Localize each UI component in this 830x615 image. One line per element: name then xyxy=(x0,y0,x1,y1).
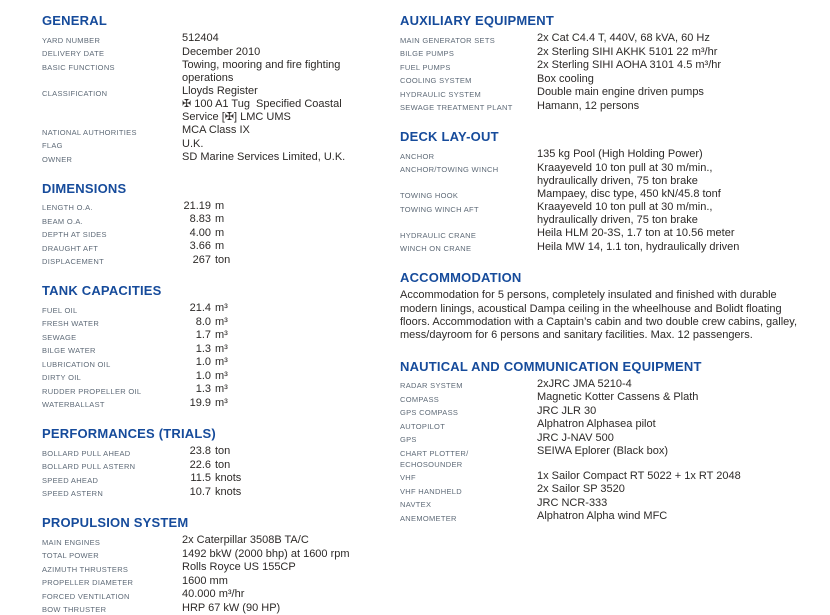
spec-value: 40.000 m³/hr xyxy=(182,588,245,601)
section-propulsion-system xyxy=(42,515,400,615)
spec-value: Mampaey, disc type, 450 kN/45.8 tonf xyxy=(537,187,721,200)
spec-value xyxy=(182,254,400,267)
spec-label: ANCHOR xyxy=(400,151,435,161)
spec-value-line: Service [✠] LMC UMS xyxy=(182,111,291,124)
section-heading: NAUTICAL AND COMMUNICATION EQUIPMENT xyxy=(400,358,702,374)
spec-label: WATERBALLAST xyxy=(42,400,105,410)
spec-label: YARD NUMBER xyxy=(42,35,101,45)
spec-label: LENGTH O.A. xyxy=(42,203,93,213)
spec-label: MAIN ENGINES xyxy=(42,537,101,547)
spec-row xyxy=(400,510,830,524)
spec-row xyxy=(42,370,400,384)
left-column xyxy=(42,13,400,615)
section-heading: PERFORMANCES (TRIALS) xyxy=(42,426,216,442)
spec-row xyxy=(42,254,400,268)
spec-value-line: Lloyds Register xyxy=(182,85,258,98)
spec-value: JRC JLR 30 xyxy=(537,404,597,417)
spec-value-unit: m xyxy=(215,240,225,253)
spec-value-number: 8.0 xyxy=(195,315,211,328)
spec-value xyxy=(182,302,400,315)
spec-value xyxy=(182,370,400,383)
spec-row xyxy=(42,397,400,411)
right-column xyxy=(400,13,830,610)
spec-row xyxy=(42,59,400,85)
spec-value xyxy=(182,356,400,369)
spec-value: Heila HLM 20-3S, 1.7 ton at 10.56 meter xyxy=(537,227,735,240)
spec-value: Heila MW 14, 1.1 ton, hydraulically driven xyxy=(537,240,740,253)
spec-value xyxy=(182,85,400,124)
spec-label: PROPELLER DIAMETER xyxy=(42,578,134,588)
spec-value xyxy=(182,213,400,226)
spec-value xyxy=(182,227,400,240)
spec-row xyxy=(42,85,400,124)
spec-value-line: ✠ 100 A1 Tug Specified Coastal xyxy=(182,98,342,111)
spec-value: 2x Sterling SIHI AOHA 3101 4.5 m³/hr xyxy=(537,59,722,71)
spec-value-unit: m xyxy=(215,199,225,212)
spec-row xyxy=(42,213,400,227)
spec-label: FRESH WATER xyxy=(42,319,100,329)
spec-value: JRC NCR-333 xyxy=(537,496,608,509)
spec-label: ANCHOR/TOWING WINCH xyxy=(400,165,499,174)
spec-value xyxy=(182,445,400,458)
spec-row xyxy=(400,201,830,227)
spec-label: BEAM O.A. xyxy=(42,216,84,226)
spec-label: DISPLACEMENT xyxy=(42,257,104,267)
spec-value-line: hydraulically driven, 75 ton brake xyxy=(537,214,698,227)
spec-label: VHF xyxy=(400,473,416,483)
spec-value: JRC J-NAV 500 xyxy=(537,431,614,444)
spec-row xyxy=(42,602,400,615)
spec-value: MCA Class IX xyxy=(182,124,250,137)
spec-row xyxy=(42,561,400,575)
section-heading: ACCOMMODATION xyxy=(400,270,522,286)
section-heading: PROPULSION SYSTEM xyxy=(42,515,189,531)
section-paragraph: Accommodation for 5 persons, completely insulated and finished with durable modern linings, acoustical Dampa ceiling in the wheelhouse and Bolidt floating floors. Accommodation with a Captain’s cabin and two double crew cabins, galley, mess/dayroom for 6 persons and sanitary facilities. Max. 12 passengers. xyxy=(400,289,798,342)
spec-value xyxy=(182,329,400,342)
spec-value-unit: m³ xyxy=(215,315,228,328)
spec-label: RUDDER PROPELLER OIL xyxy=(42,386,142,396)
spec-value-unit: m³ xyxy=(215,329,228,342)
spec-row xyxy=(400,73,830,87)
spec-label: FUEL PUMPS xyxy=(400,62,451,72)
spec-value: 2x Caterpillar 3508B TA/C xyxy=(182,534,309,547)
spec-value-number: 267 xyxy=(192,253,211,266)
spec-value: 512404 xyxy=(182,32,219,44)
spec-label: BOLLARD PULL ASTERN xyxy=(42,462,136,472)
spec-row xyxy=(400,470,830,484)
spec-label: SEWAGE TREATMENT PLANT xyxy=(400,103,513,112)
spec-row xyxy=(42,151,400,165)
spec-row xyxy=(42,240,400,254)
section-heading: DIMENSIONS xyxy=(42,180,127,196)
spec-value-line: Kraayeveld 10 ton pull at 30 m/min., xyxy=(537,201,713,214)
spec-value-unit: ton xyxy=(215,458,231,471)
section-nautical-and-communication-equipment xyxy=(400,359,830,524)
spec-value-number: 1.0 xyxy=(195,369,211,382)
spec-value-unit: m xyxy=(215,213,225,226)
spec-label: DELIVERY DATE xyxy=(42,49,105,58)
spec-value xyxy=(182,486,400,499)
spec-row xyxy=(400,59,830,73)
spec-label: SEWAGE xyxy=(42,332,77,342)
spec-value xyxy=(182,316,400,329)
spec-value: 1x Sailor Compact RT 5022 + 1x RT 2048 xyxy=(537,469,741,482)
spec-value xyxy=(182,472,400,485)
spec-row xyxy=(42,445,400,459)
spec-label: DRAUGHT AFT xyxy=(42,243,99,253)
spec-row xyxy=(42,343,400,357)
spec-label: FLAG xyxy=(42,141,63,151)
spec-value: Box cooling xyxy=(537,72,594,85)
spec-value: Magnetic Kotter Cassens & Plath xyxy=(537,391,699,404)
spec-label: BILGE WATER xyxy=(42,346,96,356)
spec-row xyxy=(400,483,830,497)
spec-row xyxy=(42,588,400,602)
section-tank-capacities xyxy=(42,283,400,410)
spec-label: HYDRAULIC CRANE xyxy=(400,230,477,240)
spec-label: BOLLARD PULL AHEAD xyxy=(42,448,131,458)
spec-row xyxy=(400,445,830,470)
spec-label: VHF HANDHELD xyxy=(400,486,462,496)
spec-value: 1600 mm xyxy=(182,574,228,587)
spec-label: DEPTH AT SIDES xyxy=(42,230,107,240)
spec-row xyxy=(42,575,400,589)
spec-value: Hamann, 12 persons xyxy=(537,99,640,112)
spec-label: BOW THRUSTER xyxy=(42,605,107,615)
spec-label-line: ECHOSOUNDER xyxy=(400,459,463,469)
spec-row xyxy=(42,548,400,562)
section-heading: TANK CAPACITIES xyxy=(42,283,162,299)
spec-row xyxy=(400,391,830,405)
spec-row xyxy=(42,32,400,46)
spec-row xyxy=(42,302,400,316)
spec-label: LUBRICATION OIL xyxy=(42,359,111,369)
section-auxiliary-equipment xyxy=(400,13,830,113)
spec-value: Rolls Royce US 155CP xyxy=(182,561,296,574)
spec-value-unit: m xyxy=(215,226,225,239)
spec-label: MAIN GENERATOR SETS xyxy=(400,35,496,45)
spec-value-number: 10.7 xyxy=(189,485,211,498)
spec-value: Alphatron Alphasea pilot xyxy=(537,418,656,431)
spec-label: COMPASS xyxy=(400,394,440,404)
spec-value-number: 4.00 xyxy=(189,226,211,239)
spec-value-unit: m³ xyxy=(215,342,228,355)
spec-value-line: Towing, mooring and fire fighting xyxy=(182,59,341,71)
spec-value-unit: m³ xyxy=(215,396,228,409)
section-deck-lay-out xyxy=(400,129,830,254)
spec-value: 1492 bkW (2000 bhp) at 1600 rpm xyxy=(182,547,350,560)
section-general xyxy=(42,13,400,165)
spec-value-number: 1.3 xyxy=(195,342,211,355)
spec-row xyxy=(42,138,400,152)
spec-row xyxy=(400,378,830,392)
spec-value: 135 kg Pool (High Holding Power) xyxy=(537,148,703,160)
spec-label: HYDRAULIC SYSTEM xyxy=(400,89,482,99)
spec-value-unit: m³ xyxy=(215,383,228,396)
spec-value-line: Kraayeveld 10 ton pull at 30 m/min., xyxy=(537,161,713,174)
spec-label: SPEED ASTERN xyxy=(42,489,104,499)
spec-label: TOTAL POWER xyxy=(42,551,99,561)
spec-label: TOWING HOOK xyxy=(400,191,459,201)
spec-value xyxy=(182,240,400,253)
spec-row xyxy=(42,329,400,343)
spec-value-line: operations xyxy=(182,72,234,85)
spec-value-unit: ton xyxy=(215,253,231,266)
spec-value xyxy=(537,162,830,188)
spec-value-number: 1.3 xyxy=(195,383,211,396)
spec-label xyxy=(400,445,537,470)
spec-label: DIRTY OIL xyxy=(42,373,82,383)
spec-row xyxy=(42,459,400,473)
spec-value-line: hydraulically driven, 75 ton brake xyxy=(537,174,698,187)
spec-label: GPS COMPASS xyxy=(400,408,459,418)
spec-value: SEIWA Eplorer (Black box) xyxy=(537,445,669,458)
spec-value xyxy=(182,459,400,472)
spec-row xyxy=(42,200,400,214)
spec-row xyxy=(42,356,400,370)
section-heading: GENERAL xyxy=(42,13,107,28)
spec-value: December 2010 xyxy=(182,45,261,58)
spec-value xyxy=(182,200,400,213)
spec-row xyxy=(42,227,400,241)
spec-value: 2x Cat C4.4 T, 440V, 68 kVA, 60 Hz xyxy=(537,32,710,44)
spec-label: BILGE PUMPS xyxy=(400,49,455,58)
spec-value-unit: knots xyxy=(215,485,242,498)
spec-row xyxy=(400,405,830,419)
spec-label: COOLING SYSTEM xyxy=(400,76,472,85)
spec-value-unit: m³ xyxy=(215,302,228,315)
spec-row xyxy=(400,148,830,162)
spec-row xyxy=(400,418,830,432)
spec-value: U.K. xyxy=(182,137,204,150)
spec-row xyxy=(400,188,830,202)
section-performances-trials xyxy=(42,426,400,499)
spec-value-unit: m³ xyxy=(215,369,228,382)
spec-label: FUEL OIL xyxy=(42,305,78,315)
spec-row xyxy=(42,316,400,330)
section-accommodation xyxy=(400,270,830,342)
spec-label: SPEED AHEAD xyxy=(42,475,99,485)
spec-value-unit: ton xyxy=(215,445,231,458)
spec-value xyxy=(182,59,400,85)
spec-value-number: 23.8 xyxy=(189,445,211,458)
spec-value-number: 8.83 xyxy=(189,213,211,226)
spec-label: TOWING WINCH AFT xyxy=(400,204,479,214)
spec-row xyxy=(400,497,830,511)
spec-label: NATIONAL AUTHORITIES xyxy=(42,127,137,137)
spec-value: 2x Sailor SP 3520 xyxy=(537,483,625,496)
spec-label: CLASSIFICATION xyxy=(42,88,108,98)
spec-row xyxy=(42,472,400,486)
spec-value: SD Marine Services Limited, U.K. xyxy=(182,151,346,164)
spec-label: FORCED VENTILATION xyxy=(42,591,130,601)
section-dimensions xyxy=(42,181,400,268)
spec-value xyxy=(182,343,400,356)
spec-value-number: 19.9 xyxy=(189,396,211,409)
spec-label-line: CHART PLOTTER/ xyxy=(400,448,469,458)
spec-label: AZIMUTH THRUSTERS xyxy=(42,564,129,574)
spec-label: GPS xyxy=(400,435,417,445)
spec-row xyxy=(42,534,400,548)
spec-row xyxy=(400,227,830,241)
spec-row xyxy=(400,162,830,188)
spec-value-unit: knots xyxy=(215,472,242,485)
spec-value-number: 3.66 xyxy=(189,240,211,253)
spec-row xyxy=(400,432,830,446)
spec-row xyxy=(400,86,830,100)
spec-value-number: 21.19 xyxy=(183,199,211,212)
spec-value-number: 22.6 xyxy=(189,458,211,471)
spec-label: WINCH ON CRANE xyxy=(400,244,472,254)
spec-value: Alphatron Alpha wind MFC xyxy=(537,510,668,523)
spec-value: 2x Sterling SIHI AKHK 5101 22 m³/hr xyxy=(537,45,718,58)
spec-label: OWNER xyxy=(42,154,73,164)
spec-label: RADAR SYSTEM xyxy=(400,381,463,391)
spec-row xyxy=(400,241,830,255)
spec-label: BASIC FUNCTIONS xyxy=(42,62,115,72)
spec-row xyxy=(400,32,830,46)
spec-value-number: 11.5 xyxy=(190,472,211,485)
spec-value: HRP 67 kW (90 HP) xyxy=(182,601,281,614)
spec-value: 2xJRC JMA 5210-4 xyxy=(537,377,632,390)
spec-value-number: 21.4 xyxy=(189,302,211,315)
spec-value-number: 1.7 xyxy=(195,329,211,342)
spec-row xyxy=(42,46,400,60)
spec-value xyxy=(537,201,830,227)
spec-row xyxy=(42,486,400,500)
spec-row xyxy=(400,46,830,60)
spec-value: Double main engine driven pumps xyxy=(537,86,704,98)
spec-label: NAVTEX xyxy=(400,500,432,510)
section-heading: DECK LAY-OUT xyxy=(400,129,499,144)
spec-label: AUTOPILOT xyxy=(400,421,446,431)
section-heading: AUXILIARY EQUIPMENT xyxy=(400,13,555,28)
spec-value-number: 1.0 xyxy=(195,356,211,369)
spec-row xyxy=(42,124,400,138)
spec-value-unit: m³ xyxy=(215,356,228,369)
spec-row xyxy=(400,100,830,114)
spec-label: ANEMOMETER xyxy=(400,513,457,523)
spec-value xyxy=(182,383,400,396)
spec-value xyxy=(182,397,400,410)
spec-row xyxy=(42,383,400,397)
